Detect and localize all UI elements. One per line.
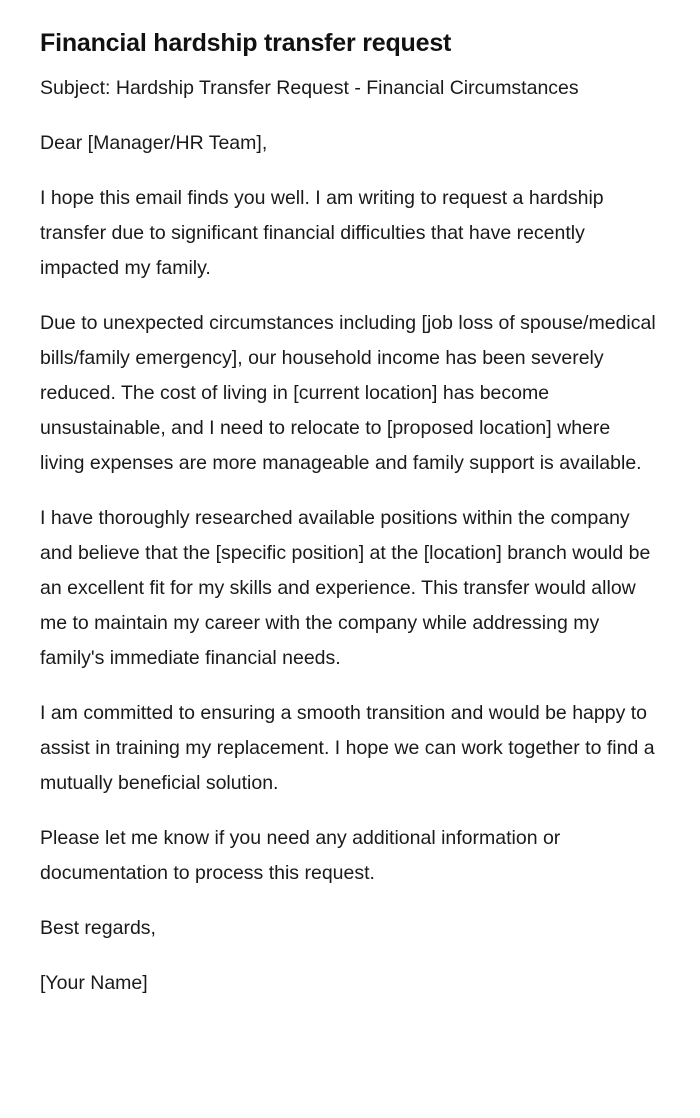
body-paragraph-circumstances: Due to unexpected circumstances including [job loss of spouse/medical bills/family emergency], our household income has been severely reduced. The cost of living in [current location] has become unsustainable, and I need to relocate to [proposed location] where living expenses are more manageable and family support is available. — [40, 312, 656, 474]
signature: [Your Name] — [40, 972, 148, 994]
closing: Best regards, — [40, 917, 156, 939]
greeting: Dear [Manager/HR Team], — [40, 132, 268, 154]
email-subject: Subject: Hardship Transfer Request - Financial Circumstances — [40, 77, 579, 99]
body-paragraph-position: I have thoroughly researched available positions within the company and believe that the [specific position] at the [location] branch would be an excellent fit for my skills and experience. This transfer would allow me to maintain my career with the company while addressing my family's immediate financial needs. — [40, 507, 651, 669]
body-paragraph-transition: I am committed to ensuring a smooth transition and would be happy to assist in training my replacement. I hope we can work together to find a mutually beneficial solution. — [40, 702, 655, 794]
body-paragraph-request-info: Please let me know if you need any additional information or documentation to process this request. — [40, 827, 561, 884]
body-paragraph-intro: I hope this email finds you well. I am writing to request a hardship transfer due to significant financial difficulties that have recently impacted my family. — [40, 187, 604, 279]
document-title: Financial hardship transfer request — [40, 29, 452, 57]
